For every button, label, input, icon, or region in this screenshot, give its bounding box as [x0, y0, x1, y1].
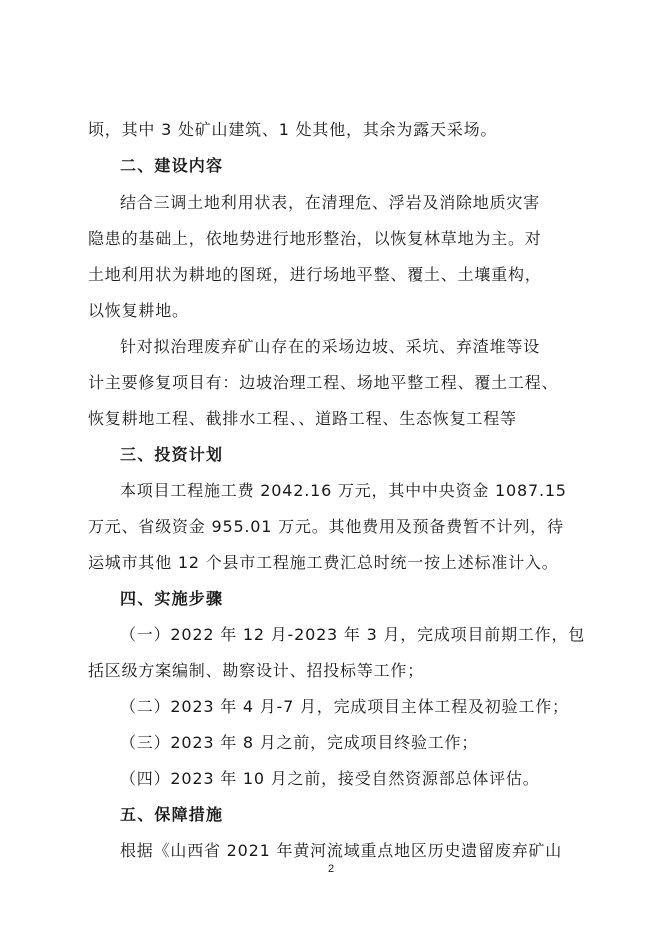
- paragraph-line: 隐患的基础上，依地势进行地形整治，以恢复林草地为主。对: [88, 229, 542, 248]
- section-heading-implementation: 四、实施步骤: [120, 589, 224, 608]
- paragraph-line: 结合三调土地利用状表，在清理危、浮岩及消除地质灾害: [120, 193, 541, 212]
- page-number: 2: [327, 863, 335, 875]
- paragraph-line: 土地利用状为耕地的图斑，进行场地平整、覆土、土壤重构，: [88, 265, 542, 284]
- paragraph-line: 针对拟治理废弃矿山存在的采场边坡、采坑、弃渣堆等设: [120, 337, 541, 356]
- paragraph-line: 本项目工程施工费 2042.16 万元，其中中央资金 1087.15: [120, 481, 567, 500]
- paragraph-line: （二）2023 年 4 月-7 月，完成项目主体工程及初验工作；: [120, 697, 569, 716]
- section-heading-investment: 三、投资计划: [120, 445, 224, 464]
- paragraph-line: （一）2022 年 12 月-2023 年 3 月，完成项目前期工作，包: [120, 625, 586, 644]
- paragraph-line: 恢复耕地工程、截排水工程、、道路工程、生态恢复工程等: [88, 409, 517, 428]
- paragraph-line: 运城市其他 12 个县市工程施工费汇总时统一按上述标准计入。: [88, 553, 559, 572]
- paragraph-line: （四）2023 年 10 月之前，接受自然资源部总体评估。: [120, 769, 540, 788]
- paragraph-line: 顷，其中 3 处矿山建筑、1 处其他，其余为露天采场。: [88, 120, 498, 139]
- paragraph-line: 根据《山西省 2021 年黄河流域重点地区历史遗留废弃矿山: [120, 841, 563, 860]
- section-heading-safeguards: 五、保障措施: [120, 805, 224, 824]
- paragraph-line: 括区级方案编制、勘察设计、招投标等工作；: [88, 661, 425, 680]
- paragraph-line: 计主要修复项目有：边坡治理工程、场地平整工程、覆土工程、: [88, 373, 559, 392]
- paragraph-line: 万元、省级资金 955.01 万元。其他费用及预备费暂不计列，待: [88, 517, 564, 536]
- section-heading-construction: 二、建设内容: [120, 156, 224, 175]
- paragraph-line: 以恢复耕地。: [88, 301, 189, 320]
- paragraph-line: （三）2023 年 8 月之前，完成项目终验工作；: [120, 733, 479, 752]
